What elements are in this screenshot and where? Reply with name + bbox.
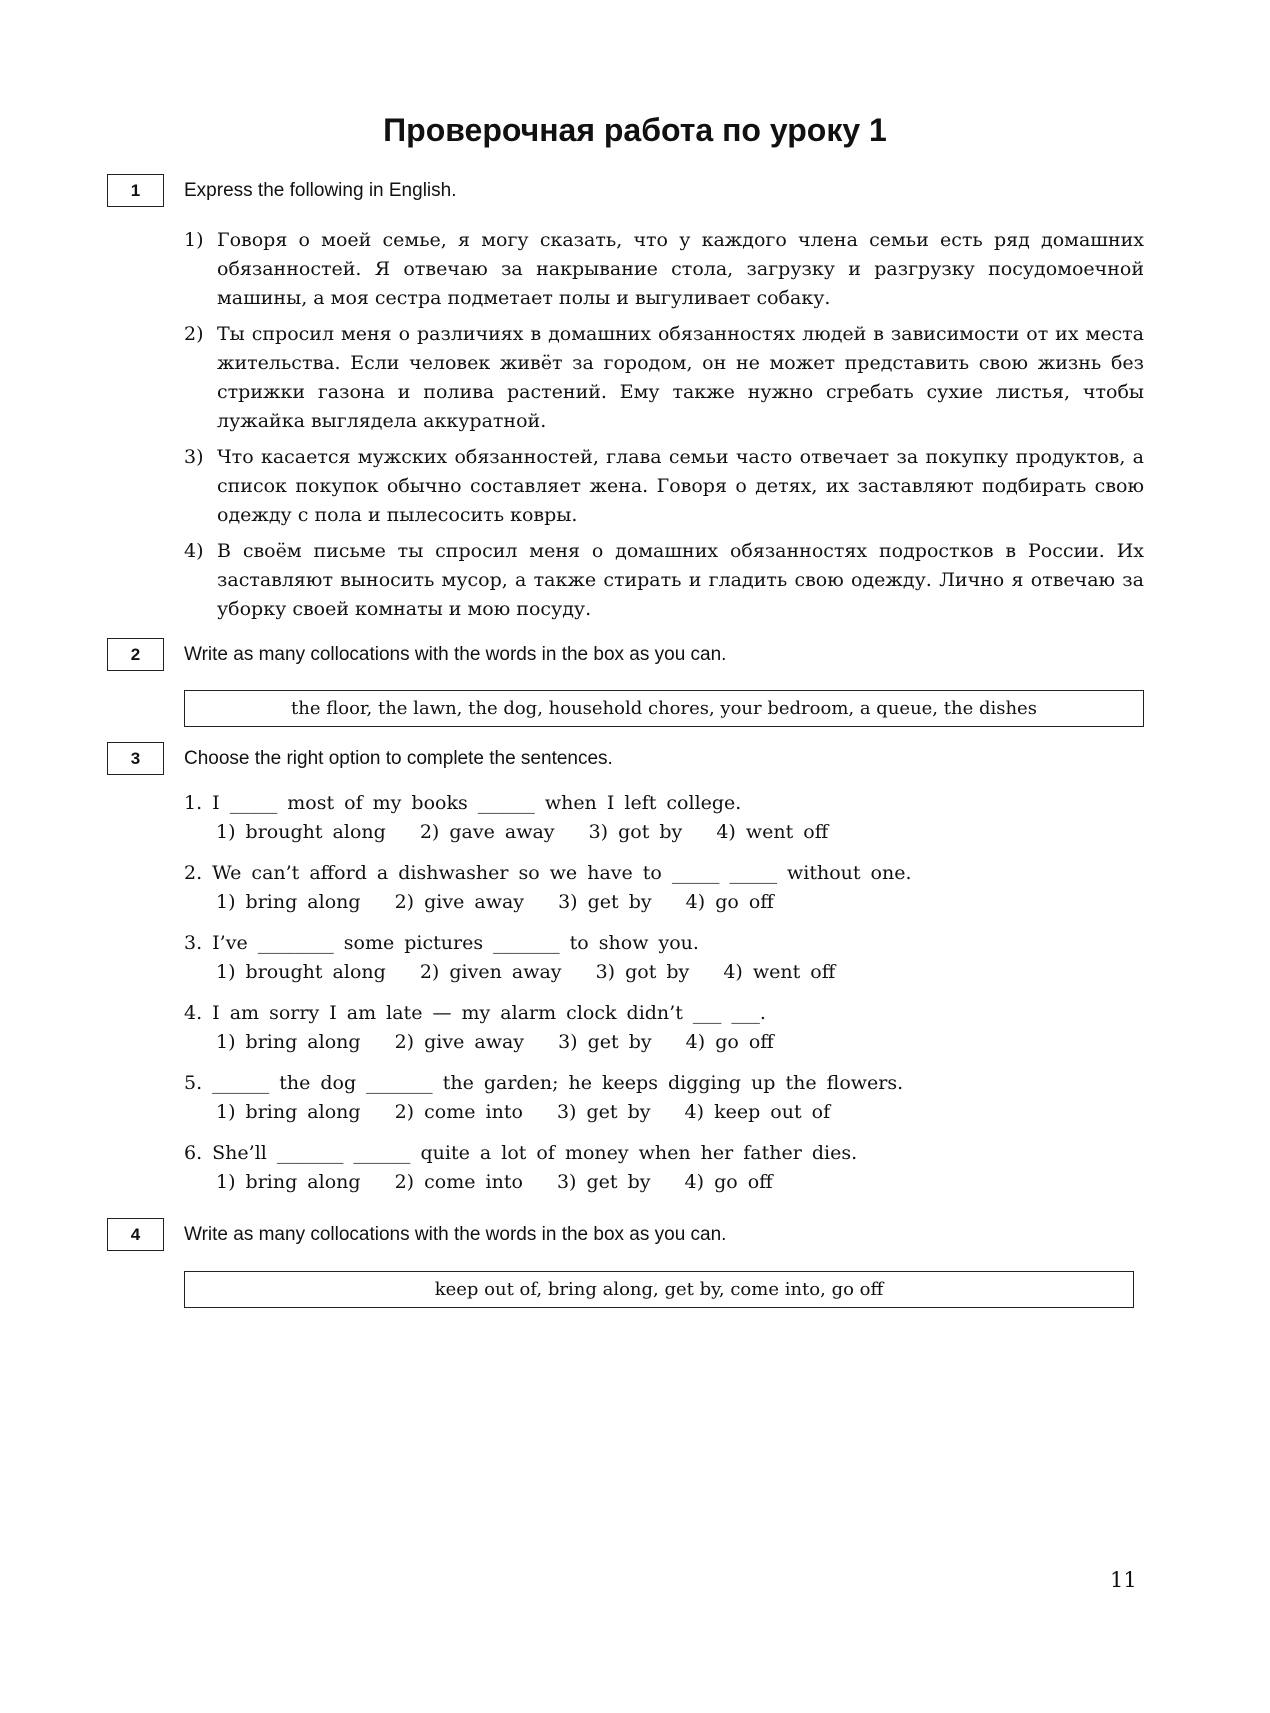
option: 3) got by [588,821,683,843]
exercise-4-number: 4 [107,1218,164,1251]
option: 2) gave away [419,821,555,843]
option: 4) go off [684,1171,773,1193]
question-options [184,818,1084,847]
option: 2) come into [394,1101,523,1123]
item-number: 4) [184,540,204,562]
option: 4) keep out of [684,1101,831,1123]
question-sentence: 1. I _____ most of my books ______ when I left college. [184,792,742,814]
question-sentence: 4. I am sorry I am late — my alarm clock didn’t ___ ___. [184,1002,766,1024]
option: 3) get by [558,891,652,913]
list-item [184,320,1144,436]
list-item [184,443,1144,530]
option: 1) brought along [216,961,386,983]
question-item [184,789,1084,859]
option: 2) give away [394,1031,525,1053]
option: 1) bring along [216,1171,361,1193]
option: 4) go off [685,1031,774,1053]
question-item [184,1139,1084,1209]
option: 1) bring along [216,1101,361,1123]
question-item [184,999,1084,1069]
exercise-2-number: 2 [107,638,164,671]
question-options [184,1098,1084,1127]
exercise-3-questions [184,789,1084,1209]
exercise-3-number: 3 [107,742,164,775]
option: 4) went off [716,821,829,843]
option: 3) get by [556,1101,651,1123]
question-item [184,929,1084,999]
question-sentence: 6. She’ll _______ ______ quite a lot of money when her father dies. [184,1142,858,1164]
question-sentence: 5. ______ the dog _______ the garden; he keeps digging up the flowers. [184,1072,904,1094]
option: 1) brought along [216,821,386,843]
item-text: Ты спросил меня о различиях в домашних обязанностях людей в зависимости от их места жительства. Если человек живёт за городом, он не может представить свою жизнь без стрижки газона и полива растений. Ему также нужно сгребать сухие листья, чтобы лужайка выглядела аккуратной. [217,323,1144,432]
option: 4) go off [685,891,774,913]
question-options [184,958,1084,987]
question-options [184,1168,1084,1197]
question-options [184,888,1084,917]
option: 2) give away [394,891,525,913]
list-item [184,226,1144,313]
item-number: 1) [184,229,204,251]
item-text: В своём письме ты спросил меня о домашних обязанностях подростков в России. Их заставляют выносить мусор, а также стирать и гладить свою одежду. Лично я отвечаю за уборку своей комнаты и мою посуду. [217,540,1144,620]
option: 2) given away [419,961,562,983]
item-text: Что касается мужских обязанностей, глава семьи часто отвечает за покупку продуктов, а список покупок обычно составляет жена. Говоря о детях, их заставляют подбирать свою одежду с пола и пылесосить ковры. [217,446,1144,526]
exercise-1-instruction: Express the following in English. [184,180,457,201]
exercise-3-instruction: Choose the right option to complete the sentences. [184,748,613,769]
exercise-1-items [184,226,1144,631]
option: 1) bring along [216,891,361,913]
option: 3) get by [556,1171,651,1193]
exercise-2-word-box: the floor, the lawn, the dog, household chores, your bedroom, a queue, the dishes [184,690,1144,727]
exercise-1-number: 1 [107,174,164,207]
question-sentence: 3. I’ve ________ some pictures _______ to show you. [184,932,699,954]
item-number: 2) [184,323,204,345]
question-options [184,1028,1084,1057]
item-number: 3) [184,446,204,468]
exercise-2-instruction: Write as many collocations with the words in the box as you can. [184,644,727,665]
question-item [184,859,1084,929]
exercise-4-word-box: keep out of, bring along, get by, come into, go off [184,1271,1134,1308]
option: 3) got by [595,961,690,983]
option: 4) went off [723,961,836,983]
list-item [184,537,1144,624]
option: 1) bring along [216,1031,361,1053]
option: 3) get by [558,1031,652,1053]
page-title: Проверочная работа по уроку 1 [383,112,887,148]
option: 2) come into [394,1171,523,1193]
item-text: Говоря о моей семье, я могу сказать, что у каждого члена семьи есть ряд домашних обязанностей. Я отвечаю за накрывание стола, загрузку и разгрузку посудомоечной машины, а моя сестра подметает полы и выгуливает собаку. [217,229,1144,309]
page-number: 11 [1110,1568,1137,1592]
question-item [184,1069,1084,1139]
question-sentence: 2. We can’t afford a dishwasher so we have to _____ _____ without one. [184,862,912,884]
exercise-4-instruction: Write as many collocations with the words in the box as you can. [184,1224,727,1245]
